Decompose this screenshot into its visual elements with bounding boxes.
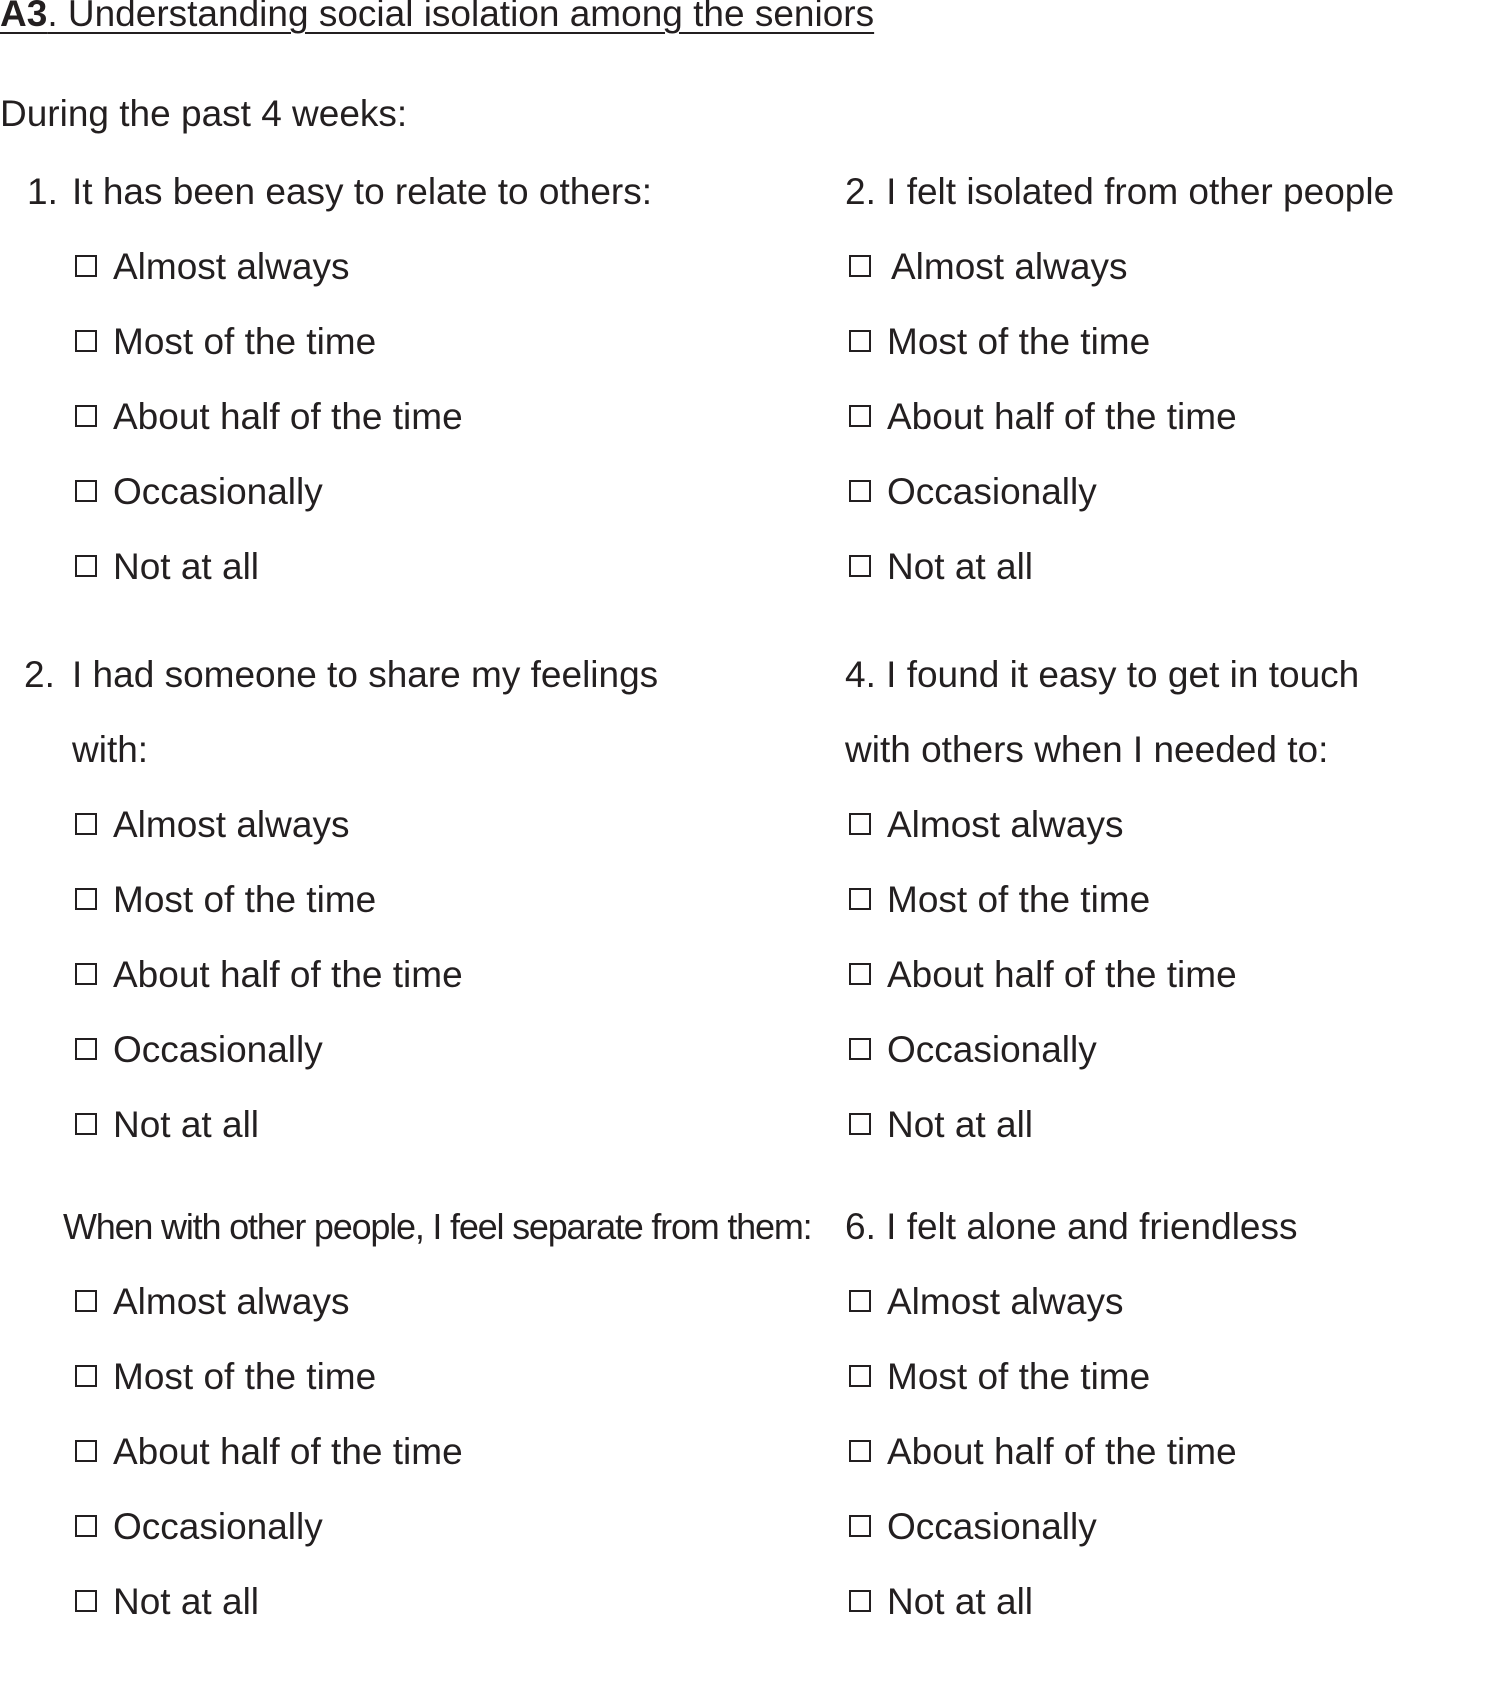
question-text: 4. I found it easy to get in touch with others when I needed to: — [845, 654, 1360, 770]
checkbox[interactable] — [849, 1113, 871, 1135]
option-occasionally[interactable] — [845, 1012, 1499, 1087]
option-label: Not at all — [113, 1104, 260, 1145]
option-label: Most of the time — [113, 879, 377, 920]
option-occasionally[interactable] — [845, 1489, 1499, 1564]
option-label: Occasionally — [887, 471, 1097, 512]
option-occasionally[interactable] — [0, 454, 820, 529]
checkbox[interactable] — [849, 255, 871, 277]
checkbox[interactable] — [75, 1365, 97, 1387]
option-label: Not at all — [113, 546, 260, 587]
option-label: Not at all — [887, 546, 1034, 587]
question-1 — [0, 154, 820, 604]
option-label: Most of the time — [887, 321, 1151, 362]
option-label: Most of the time — [113, 321, 377, 362]
option-about-half[interactable] — [0, 379, 820, 454]
option-not-at-all[interactable] — [845, 529, 1499, 604]
option-label: About half of the time — [887, 396, 1237, 437]
option-occasionally[interactable] — [0, 1489, 830, 1564]
checkbox[interactable] — [849, 555, 871, 577]
option-almost-always[interactable] — [0, 1264, 830, 1339]
option-most-of-the-time[interactable] — [0, 862, 820, 937]
checkbox[interactable] — [75, 480, 97, 502]
option-label: About half of the time — [113, 954, 463, 995]
option-not-at-all[interactable] — [845, 1087, 1499, 1162]
question-3 — [0, 637, 820, 1162]
checkbox[interactable] — [75, 255, 97, 277]
question-text: 6. I felt alone and friendless — [845, 1206, 1298, 1247]
option-label: Not at all — [887, 1104, 1034, 1145]
option-label: Almost always — [113, 1281, 350, 1322]
option-most-of-the-time[interactable] — [845, 862, 1499, 937]
option-most-of-the-time[interactable] — [845, 304, 1499, 379]
option-not-at-all[interactable] — [0, 1564, 830, 1639]
option-almost-always[interactable] — [0, 787, 820, 862]
option-label: Occasionally — [113, 1029, 323, 1070]
checkbox[interactable] — [75, 813, 97, 835]
option-almost-always[interactable] — [845, 229, 1499, 304]
checkbox[interactable] — [849, 1365, 871, 1387]
option-most-of-the-time[interactable] — [0, 304, 820, 379]
question-5 — [0, 1189, 830, 1639]
checkbox[interactable] — [849, 963, 871, 985]
option-not-at-all[interactable] — [0, 529, 820, 604]
option-not-at-all[interactable] — [845, 1564, 1499, 1639]
checkbox[interactable] — [75, 1038, 97, 1060]
option-label: About half of the time — [113, 1431, 463, 1472]
checkbox[interactable] — [849, 1440, 871, 1462]
option-about-half[interactable] — [845, 379, 1499, 454]
option-occasionally[interactable] — [845, 454, 1499, 529]
option-almost-always[interactable] — [0, 229, 820, 304]
question-text: 2. I felt isolated from other people — [845, 171, 1395, 212]
option-label: Occasionally — [887, 1029, 1097, 1070]
option-about-half[interactable] — [845, 1414, 1499, 1489]
checkbox[interactable] — [75, 405, 97, 427]
question-number: 2. — [24, 654, 55, 695]
option-label: Almost always — [113, 246, 350, 287]
option-label: Occasionally — [113, 471, 323, 512]
question-6 — [845, 1189, 1499, 1639]
intro-text: During the past 4 weeks: — [0, 93, 408, 134]
question-text: When with other people, I feel separate from them: — [63, 1206, 812, 1247]
checkbox[interactable] — [75, 1515, 97, 1537]
option-almost-always[interactable] — [845, 1264, 1499, 1339]
question-text: I had someone to share my feelings with: — [72, 654, 659, 770]
section-title — [0, 0, 874, 36]
option-about-half[interactable] — [0, 1414, 830, 1489]
option-label: Almost always — [891, 246, 1128, 287]
question-text: It has been easy to relate to others: — [72, 171, 653, 212]
question-4 — [845, 637, 1499, 1162]
option-label: Almost always — [887, 804, 1124, 845]
option-label: About half of the time — [113, 396, 463, 437]
checkbox[interactable] — [75, 963, 97, 985]
option-label: Most of the time — [113, 1356, 377, 1397]
question-2 — [845, 154, 1499, 604]
checkbox[interactable] — [849, 480, 871, 502]
section-code: A3 — [0, 0, 48, 34]
option-label: About half of the time — [887, 954, 1237, 995]
option-most-of-the-time[interactable] — [845, 1339, 1499, 1414]
checkbox[interactable] — [75, 330, 97, 352]
option-label: Most of the time — [887, 1356, 1151, 1397]
checkbox[interactable] — [75, 1440, 97, 1462]
option-label: Occasionally — [887, 1506, 1097, 1547]
option-almost-always[interactable] — [845, 787, 1499, 862]
option-most-of-the-time[interactable] — [0, 1339, 830, 1414]
checkbox[interactable] — [75, 888, 97, 910]
checkbox[interactable] — [75, 555, 97, 577]
checkbox[interactable] — [849, 888, 871, 910]
option-label: About half of the time — [887, 1431, 1237, 1472]
checkbox[interactable] — [849, 1590, 871, 1612]
option-label: Not at all — [887, 1581, 1034, 1622]
option-label: Almost always — [887, 1281, 1124, 1322]
checkbox[interactable] — [75, 1113, 97, 1135]
option-label: Almost always — [113, 804, 350, 845]
checkbox[interactable] — [75, 1290, 97, 1312]
option-label: Occasionally — [113, 1506, 323, 1547]
checkbox[interactable] — [75, 1590, 97, 1612]
question-number: 1. — [27, 171, 58, 212]
checkbox[interactable] — [849, 405, 871, 427]
checkbox[interactable] — [849, 330, 871, 352]
option-label: Not at all — [113, 1581, 260, 1622]
checkbox[interactable] — [849, 1290, 871, 1312]
option-not-at-all[interactable] — [0, 1087, 820, 1162]
checkbox[interactable] — [849, 1038, 871, 1060]
section-title-text: . Understanding social isolation among the seniors — [47, 0, 875, 34]
option-occasionally[interactable] — [0, 1012, 820, 1087]
checkbox[interactable] — [849, 1515, 871, 1537]
option-label: Most of the time — [887, 879, 1151, 920]
option-about-half[interactable] — [0, 937, 820, 1012]
checkbox[interactable] — [849, 813, 871, 835]
option-about-half[interactable] — [845, 937, 1499, 1012]
